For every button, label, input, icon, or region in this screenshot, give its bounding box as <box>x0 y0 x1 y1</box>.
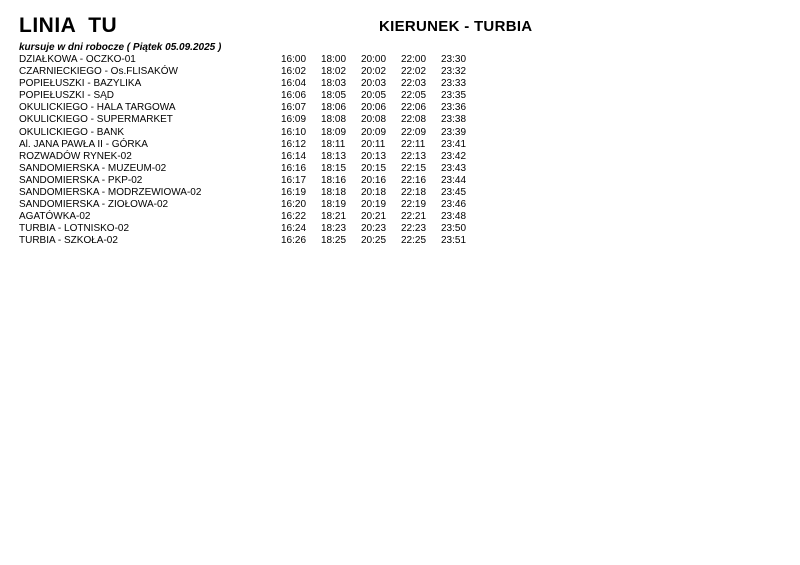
departure-time: 20:25 <box>361 235 387 247</box>
departure-time: 23:50 <box>441 223 467 235</box>
departure-time: 22:08 <box>401 114 427 126</box>
departure-time: 22:23 <box>401 223 427 235</box>
departure-time: 22:03 <box>401 78 427 90</box>
departure-time: 18:03 <box>321 78 347 90</box>
departure-time: 16:20 <box>281 199 307 211</box>
departure-time: 22:11 <box>401 138 426 150</box>
departure-time: 18:00 <box>321 54 347 65</box>
departure-time: 22:21 <box>401 211 427 223</box>
departure-time: 23:45 <box>441 187 467 199</box>
stop-name: SANDOMIERSKA - ZIOŁOWA-02 <box>19 199 169 211</box>
departure-time: 16:26 <box>281 235 307 247</box>
schedule-note: kursuje w dni robocze ( Piątek 05.09.2025 ) <box>19 42 222 53</box>
departure-time: 22:06 <box>401 102 427 114</box>
departure-time: 18:19 <box>321 199 347 211</box>
stop-name: SANDOMIERSKA - MUZEUM-02 <box>19 162 167 174</box>
departure-time: 23:41 <box>441 138 467 150</box>
departure-time: 18:09 <box>321 126 347 138</box>
departure-time: 18:25 <box>321 235 347 247</box>
departure-time: 22:18 <box>401 187 427 199</box>
departure-time: 16:02 <box>281 66 307 78</box>
stop-name: DZIAŁKOWA - OCZKO-01 <box>19 54 136 65</box>
departure-time: 20:19 <box>361 199 387 211</box>
departure-time: 22:09 <box>401 126 427 138</box>
departure-time: 18:18 <box>321 187 347 199</box>
departure-time: 22:05 <box>401 90 427 102</box>
departure-time: 20:03 <box>361 78 387 90</box>
departure-time: 18:06 <box>321 102 347 114</box>
departure-time: 23:38 <box>441 114 467 126</box>
departure-time: 22:19 <box>401 199 427 211</box>
departure-time: 16:04 <box>281 78 307 90</box>
departure-time: 23:30 <box>441 54 467 65</box>
departure-time: 18:11 <box>321 138 346 150</box>
departure-time: 23:46 <box>441 199 467 211</box>
stop-name: OKULICKIEGO - HALA TARGOWA <box>19 102 176 114</box>
departure-time: 22:13 <box>401 150 427 162</box>
departure-time: 20:02 <box>361 66 387 78</box>
departure-time: 23:36 <box>441 102 467 114</box>
departure-time: 18:15 <box>321 162 347 174</box>
departure-time: 16:16 <box>281 162 307 174</box>
stop-name: OKULICKIEGO - SUPERMARKET <box>19 114 173 126</box>
departure-time: 22:25 <box>401 235 427 247</box>
departure-time: 18:02 <box>321 66 347 78</box>
departure-time: 18:13 <box>321 150 347 162</box>
departure-time: 16:14 <box>281 150 307 162</box>
departure-time: 20:21 <box>361 211 387 223</box>
departure-time: 20:11 <box>361 138 386 150</box>
departure-time: 23:48 <box>441 211 467 223</box>
stop-name: TURBIA - SZKOŁA-02 <box>19 235 118 247</box>
departure-time: 22:02 <box>401 66 427 78</box>
departure-time: 20:00 <box>361 54 387 65</box>
departure-time: 23:42 <box>441 150 467 162</box>
departure-time: 16:10 <box>281 126 307 138</box>
departure-time: 23:43 <box>441 162 467 174</box>
departure-time: 16:00 <box>281 54 307 65</box>
stop-name: ROZWADÓW RYNEK-02 <box>19 150 132 162</box>
departure-time: 20:08 <box>361 114 387 126</box>
departure-time: 20:23 <box>361 223 387 235</box>
departure-time: 22:15 <box>401 162 427 174</box>
departure-time: 16:22 <box>281 211 307 223</box>
departure-time: 18:23 <box>321 223 347 235</box>
departure-time: 18:16 <box>321 174 347 186</box>
departure-time: 18:05 <box>321 90 347 102</box>
line-title: LINIA TU <box>19 14 118 37</box>
departure-time: 16:17 <box>281 174 307 186</box>
departure-time: 20:06 <box>361 102 387 114</box>
departure-time: 20:15 <box>361 162 387 174</box>
departure-time: 23:33 <box>441 78 467 90</box>
departure-time: 20:16 <box>361 174 387 186</box>
stop-name: OKULICKIEGO - BANK <box>19 126 125 138</box>
stop-name: Al. JANA PAWŁA II - GÓRKA <box>19 138 148 150</box>
departure-time: 16:09 <box>281 114 307 126</box>
stop-name: TURBIA - LOTNISKO-02 <box>19 223 130 235</box>
departure-time: 18:21 <box>321 211 347 223</box>
stop-name: SANDOMIERSKA - MODRZEWIOWA-02 <box>19 187 202 199</box>
departure-time: 18:08 <box>321 114 347 126</box>
stop-name: POPIEŁUSZKI - BAZYLIKA <box>19 78 142 90</box>
stop-name: SANDOMIERSKA - PKP-02 <box>19 174 143 186</box>
departure-time: 23:39 <box>441 126 467 138</box>
departure-time: 16:12 <box>281 138 307 150</box>
departure-time: 16:24 <box>281 223 307 235</box>
departure-time: 16:07 <box>281 102 307 114</box>
departure-time: 20:09 <box>361 126 387 138</box>
departure-time: 22:16 <box>401 174 427 186</box>
direction-title: KIERUNEK - TURBIA <box>379 18 533 35</box>
departure-time: 20:05 <box>361 90 387 102</box>
departure-time: 23:32 <box>441 66 467 78</box>
departure-time: 23:44 <box>441 174 467 186</box>
stop-name: POPIEŁUSZKI - SĄD <box>19 90 115 102</box>
departure-time: 20:13 <box>361 150 387 162</box>
stop-name: AGATÓWKA-02 <box>19 211 91 223</box>
departure-time: 23:35 <box>441 90 467 102</box>
departure-time: 20:18 <box>361 187 387 199</box>
departure-time: 16:06 <box>281 90 307 102</box>
departure-time: 22:00 <box>401 54 427 65</box>
stop-name: CZARNIECKIEGO - Os.FLISAKÓW <box>19 66 178 78</box>
departure-time: 16:19 <box>281 187 307 199</box>
departure-time: 23:51 <box>441 235 467 247</box>
